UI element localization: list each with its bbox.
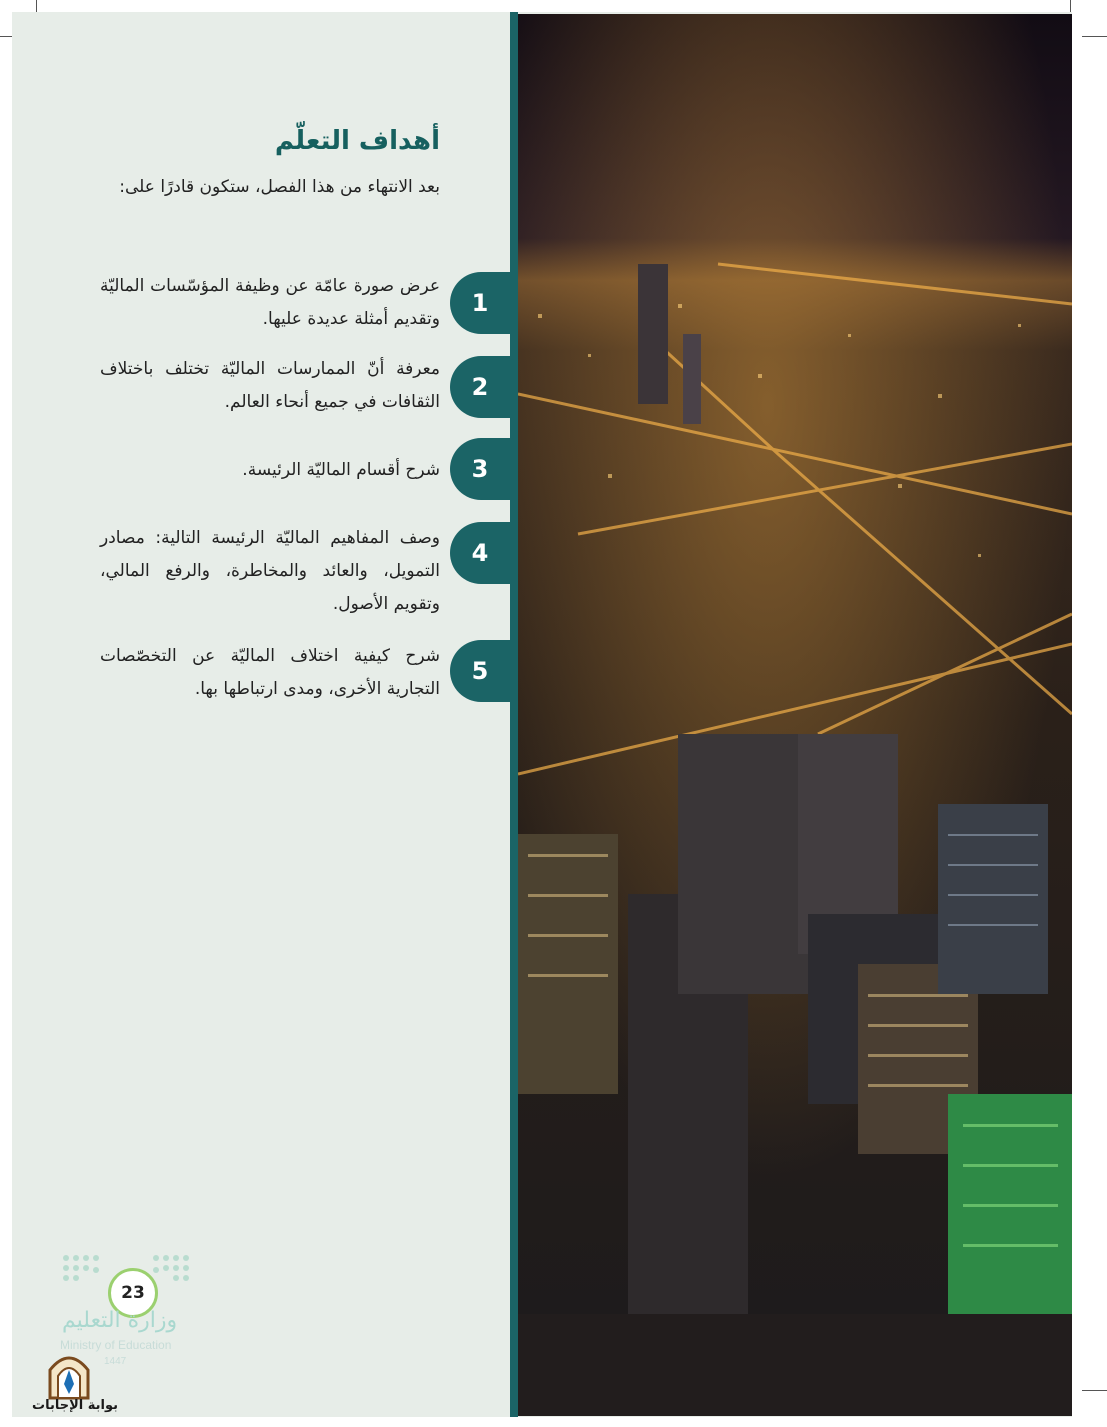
objective-text-3: شرح أقسام الماليّة الرئيسة. (242, 460, 440, 480)
objective-text-2: معرفة أنّ الممارسات الماليّة تختلف باختلاف الثقافات في جميع أنحاء العالم. (100, 359, 440, 412)
page-number: 23 (108, 1268, 158, 1318)
edition-year: 1447 (104, 1356, 127, 1367)
crop-mark (1082, 1390, 1107, 1391)
ministry-name-arabic: وزارة التعليم (62, 1308, 178, 1333)
objective-text-1: عرض صورة عامّة عن وظيفة المؤسّسات الماليّة وتقديم أمثلة عديدة عليها. (100, 276, 440, 329)
intro-text: بعد الانتهاء من هذا الفصل، ستكون قادرًا على: (119, 177, 440, 197)
watermark-logo-icon (46, 1348, 92, 1400)
objective-number-tab: 2 (450, 356, 518, 418)
crop-mark (1082, 36, 1107, 37)
objective-text-5: شرح كيفية اختلاف الماليّة عن التخصّصات التجارية الأخرى، ومدى ارتباطها بها. (100, 646, 440, 699)
page-heading: أهداف التعلّم (274, 126, 440, 156)
ministry-name-english: Ministry of Education (60, 1338, 172, 1352)
watermark-label: بوابة الإجابات (32, 1398, 118, 1413)
objective-number-tab: 4 (450, 522, 518, 584)
objective-text-4: وصف المفاهيم الماليّة الرئيسة التالية: مصادر التمويل، والعائد والمخاطرة، والرفع المالي، وتقويم الأصول. (100, 528, 440, 614)
objective-number-tab: 3 (450, 438, 518, 500)
objective-number-tab: 5 (450, 640, 518, 702)
page-spine (510, 12, 518, 1417)
city-night-photo (518, 14, 1072, 1416)
objective-number-tab: 1 (450, 272, 518, 334)
